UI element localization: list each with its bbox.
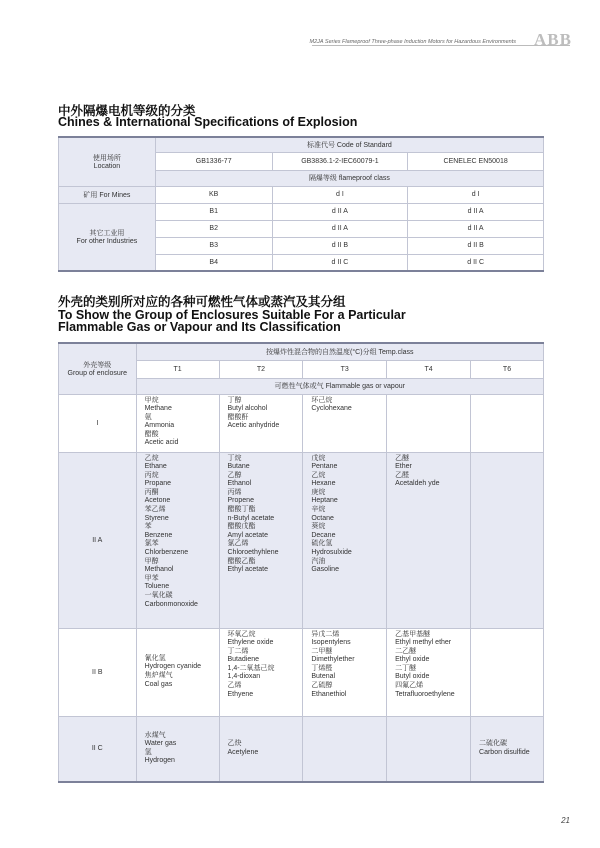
gas-name: Ammonia (144, 422, 175, 430)
page-number: 21 (561, 816, 570, 825)
gas-name: 醋酸丁酯 (227, 506, 256, 514)
gas-name: 四氟乙烯 (395, 682, 424, 690)
gas-name: Acetic anhydride (227, 422, 280, 430)
gas-name: Styrene (144, 514, 169, 522)
gas-name: Chloroethyhlene (227, 549, 279, 557)
gas-cell (471, 452, 544, 628)
gas-name: 1,4-二氧基己烷 (227, 664, 275, 672)
gas-cell (303, 394, 387, 452)
gas-name: n-Butyl acetate (227, 514, 275, 522)
industry-b4-gb3836: d II C (272, 254, 408, 271)
mines-gb3836: d I (272, 186, 408, 203)
gas-name: 二硫化碳 (479, 740, 508, 748)
gas-name: 醋酸酐 (227, 413, 249, 421)
gas-name: 环己烷 (311, 396, 333, 404)
gas-name: 环氧乙烷 (227, 630, 256, 638)
gas-cell (387, 394, 471, 452)
gas-name: 乙醇 (227, 471, 242, 479)
gas-name: 乙醚 (395, 454, 410, 462)
temp-class-t3: T3 (303, 360, 387, 378)
gas-name: 乙烷 (311, 471, 326, 479)
industries-label: 其它工业用 For other Industries (59, 203, 156, 271)
gas-cell (387, 452, 471, 628)
industry-b4-gb1336: B4 (155, 254, 272, 271)
industry-b2-cenelec: d II A (408, 220, 544, 237)
group-label-iic: II C (59, 716, 137, 782)
location-header: 使用场所 Location (59, 137, 156, 186)
group-row-iic (59, 716, 544, 782)
gas-cell (136, 394, 219, 452)
gas-name: 丙酮 (144, 488, 159, 496)
gas-name: 丁二烯 (227, 647, 249, 655)
gas-name: Isopentylens (311, 639, 351, 647)
section2-title-cn: 外壳的类别所对应的各种可燃性气体或蒸汽及其分组 (58, 295, 346, 309)
header-rule (312, 45, 570, 46)
industry-b1-cenelec: d II A (408, 203, 544, 220)
section1-title-cn: 中外隔爆电机等级的分类 (58, 104, 196, 118)
gas-name: 二甲醚 (311, 647, 333, 655)
standard-code-header: 标准代号 Code of Standard (155, 137, 543, 152)
gas-name: 乙烷 (144, 454, 159, 462)
gas-cell (219, 628, 303, 716)
gas-cell (136, 716, 219, 782)
gas-name: Ethanethiol (311, 690, 347, 698)
gas-name: 焦炉煤气 (144, 672, 173, 679)
group-row-iib (59, 628, 544, 716)
industry-b2-gb1336: B2 (155, 220, 272, 237)
gas-name: 醋酸乙酯 (227, 557, 256, 565)
gas-name: 苯 (144, 523, 152, 531)
explosion-spec-table (58, 136, 544, 272)
gas-name: 二丁醚 (395, 664, 417, 672)
gas-name: Propene (227, 497, 254, 505)
temp-class-header: 按爆炸性混合物的自然温度(°C)分组 Temp.class (136, 343, 543, 360)
gas-name: Ethyl acetate (227, 566, 268, 574)
gas-name: 丙烷 (144, 471, 159, 479)
gas-name: Butyl oxide (395, 673, 430, 681)
temp-class-t2: T2 (219, 360, 303, 378)
flammable-gas-header: 可燃性气体或气 Flammable gas or vapour (136, 378, 543, 394)
temp-class-t4: T4 (387, 360, 471, 378)
gas-name: 丁醇 (227, 396, 242, 404)
gas-cell (471, 628, 544, 716)
gas-name: Decane (311, 531, 336, 539)
temp-class-t6: T6 (471, 360, 544, 378)
industry-b4-cenelec: d II C (408, 254, 544, 271)
gas-name: 1,4-dioxan (227, 673, 261, 681)
gas-name: 乙醛 (395, 471, 410, 479)
gas-name: Octane (311, 514, 334, 522)
section2-title-en-1: To Show the Group of Enclosures Suitable For a Particular (58, 308, 406, 322)
gas-cell (471, 394, 544, 452)
gas-name: Carbonmonoxide (144, 600, 198, 608)
gas-name: 二乙醚 (395, 647, 417, 655)
gas-name: Methanol (144, 566, 174, 574)
group-row-iia (59, 452, 544, 628)
gas-name: 氰化氢 (144, 654, 166, 662)
gas-name: Amyl acetate (227, 531, 268, 539)
gas-name: 甲醇 (144, 557, 159, 565)
gas-name: Dimethylether (311, 656, 355, 664)
gas-name: 汽油 (311, 557, 326, 565)
gas-name: 异戊二烯 (311, 630, 340, 638)
industry-b3-gb3836: d II B (272, 237, 408, 254)
gas-name: 醋酸 (144, 430, 159, 438)
standard-gb3836: GB3836.1-2-IEC60079-1 (272, 152, 408, 170)
gas-cell (219, 394, 303, 452)
section2-title-en-2: Flammable Gas or Vapour and Its Classification (58, 320, 341, 334)
group-row-i (59, 394, 544, 452)
gas-name: 醋酸戊酯 (227, 523, 256, 531)
mines-gb1336: KB (155, 186, 272, 203)
gas-name: Butadiene (227, 656, 260, 664)
flameproof-class-header: 隔爆等级 flameproof class (155, 170, 543, 186)
gas-name: Butane (227, 463, 250, 471)
gas-name: 戊烷 (311, 454, 326, 462)
gas-name: 氯乙烯 (227, 540, 249, 548)
gas-name: 甲烷 (144, 396, 159, 404)
gas-name: Acetone (144, 497, 171, 505)
gas-name: 氢 (144, 748, 152, 756)
gas-cell (219, 452, 303, 628)
gas-name: Ethyl oxide (395, 656, 430, 664)
gas-name: Tetrafluoroethylene (395, 690, 455, 698)
gas-name: 辛烷 (311, 506, 326, 514)
gas-name: 氨 (144, 413, 152, 421)
industry-b1-gb3836: d II A (272, 203, 408, 220)
gas-name: Heptane (311, 497, 338, 505)
gas-name: 水煤气 (144, 731, 166, 739)
gas-cell (387, 716, 471, 782)
gas-name: Acetylene (227, 748, 259, 756)
gas-name: Hydrogen (144, 757, 175, 765)
gas-cell (136, 452, 219, 628)
standard-gb1336: GB1336-77 (155, 152, 272, 170)
industry-b2-gb3836: d II A (272, 220, 408, 237)
gas-name: Ethyl methyl ether (395, 639, 452, 647)
gas-name: 甲苯 (144, 574, 159, 582)
gas-name: Toluene (144, 583, 170, 591)
group-enclosure-header: 外壳等级 Group of enclosure (59, 343, 137, 394)
gas-name: Hydrogen cyanide (144, 663, 202, 671)
gas-name: Ethane (144, 463, 167, 471)
gas-name: Butyl alcohol (227, 405, 268, 413)
group-label-i: I (59, 394, 137, 452)
gas-name: Chlorbenzene (144, 549, 189, 557)
gas-name: Hydrosulxide (311, 549, 352, 557)
gas-name: Cyclohexane (311, 405, 352, 413)
industry-b1-gb1336: B1 (155, 203, 272, 220)
section1-title-en: Chines & International Specifications of Explosion (58, 115, 358, 129)
gas-cell (303, 628, 387, 716)
gas-name: 丙烯 (227, 488, 242, 496)
gas-cell (387, 628, 471, 716)
gas-name: 乙基甲基醚 (395, 630, 431, 638)
gas-name: Ethylene oxide (227, 639, 274, 647)
gas-name: Acetaldeh yde (395, 480, 440, 488)
mines-label: 矿用 For Mines (59, 186, 156, 203)
gas-name: 丁烯醛 (311, 664, 333, 672)
group-label-iib: II B (59, 628, 137, 716)
gas-name: Gasoline (311, 566, 339, 574)
gas-name: 庚烷 (311, 488, 326, 496)
gas-name: Ether (395, 463, 412, 471)
gas-name: 氯苯 (144, 540, 159, 548)
group-label-iia: II A (59, 452, 137, 628)
gas-name: Water gas (144, 740, 177, 748)
gas-name: Acetic acid (144, 439, 179, 447)
gas-group-table (58, 342, 544, 783)
mines-cenelec: d I (408, 186, 544, 203)
gas-name: 硫化氢 (311, 540, 333, 548)
gas-name: Propane (144, 480, 172, 488)
gas-name: 一氧化碳 (144, 592, 173, 599)
gas-name: Pentane (311, 463, 338, 471)
gas-name: 丁烷 (227, 454, 242, 462)
gas-name: Ethanol (227, 480, 252, 488)
gas-name: 乙烯 (227, 682, 242, 690)
industry-b3-gb1336: B3 (155, 237, 272, 254)
running-title: M2JA Series Flameproof Three-phase Induction Motors for Hazardous Environments (309, 39, 516, 45)
gas-cell (471, 716, 544, 782)
gas-name: Hexane (311, 480, 336, 488)
gas-name: Butenal (311, 673, 336, 681)
abb-logo: ABB (534, 30, 572, 49)
gas-name: 乙硫醇 (311, 682, 333, 690)
gas-name: 乙炔 (227, 740, 242, 748)
gas-name: 葵烷 (311, 523, 326, 531)
gas-cell (136, 628, 219, 716)
gas-cell (303, 452, 387, 628)
gas-name: Benzene (144, 531, 173, 539)
gas-name: 苯乙烯 (144, 506, 166, 514)
standard-cenelec: CENELEC EN50018 (408, 152, 544, 170)
gas-cell (303, 716, 387, 782)
temp-class-t1: T1 (136, 360, 219, 378)
gas-name: Coal gas (144, 680, 173, 688)
gas-name: Carbon disulfide (479, 748, 530, 756)
industry-b3-cenelec: d II B (408, 237, 544, 254)
gas-cell (219, 716, 303, 782)
gas-name: Methane (144, 405, 172, 413)
gas-name: Ethyene (227, 690, 254, 698)
